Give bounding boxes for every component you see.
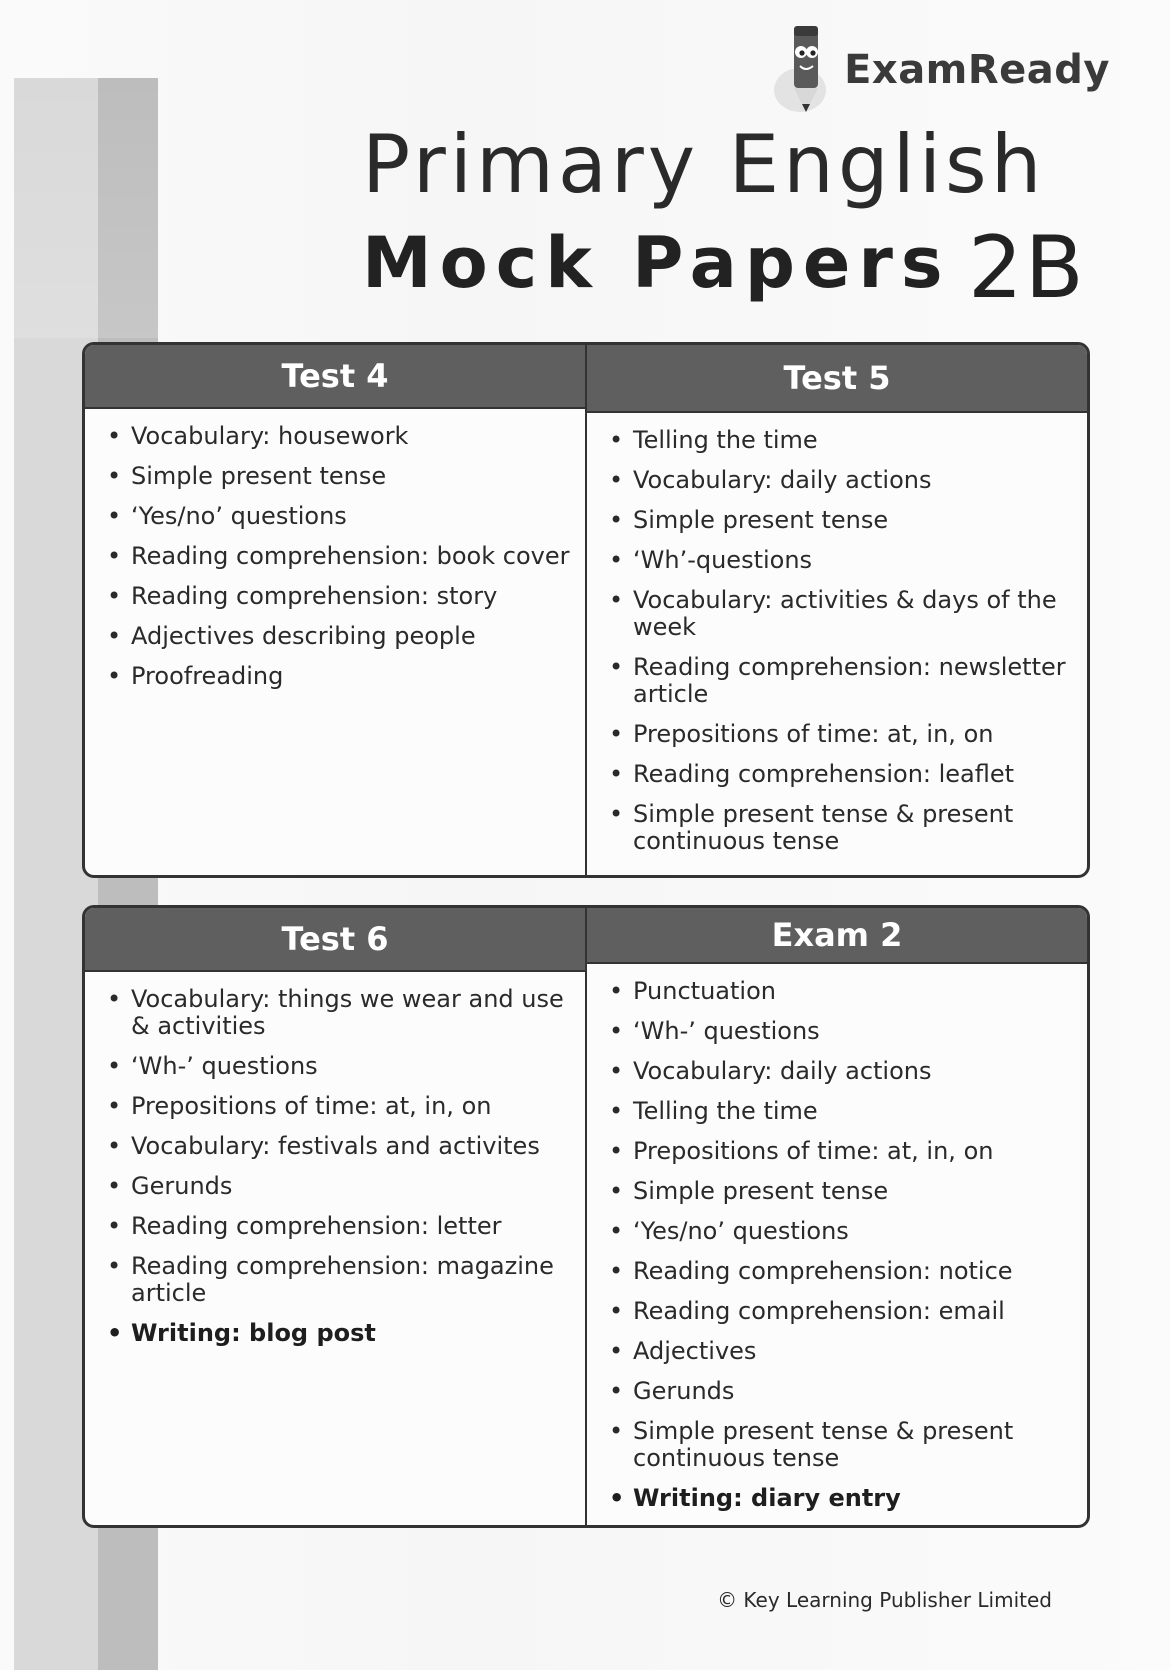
bullet-icon: • — [107, 1092, 122, 1120]
title-line-2: Mock Papers — [362, 222, 951, 304]
topic-item: • Reading comprehension: magazine article — [107, 1252, 554, 1307]
topic-item: • Simple present tense — [609, 1177, 889, 1205]
bullet-icon: • — [609, 977, 624, 1005]
bullet-icon: • — [107, 542, 122, 570]
topic-item: • Proofreading — [107, 662, 284, 690]
bullet-icon: • — [609, 506, 624, 534]
bullet-icon: • — [609, 546, 624, 574]
bullet-icon: • — [107, 1172, 122, 1200]
section-heading: Test 5 — [587, 345, 1087, 413]
title-line-1: Primary English — [362, 118, 1046, 211]
topic-item: • Adjectives describing people — [107, 622, 476, 650]
topic-item: • Prepositions of time: at, in, on — [107, 1092, 492, 1120]
spine-fade — [14, 78, 158, 338]
topic-item: • Prepositions of time: at, in, on — [609, 720, 994, 748]
bullet-icon: • — [609, 1017, 624, 1045]
section-test-5 — [585, 345, 1087, 875]
topic-item: • Reading comprehension: story — [107, 582, 498, 610]
topic-item: • Prepositions of time: at, in, on — [609, 1137, 994, 1165]
topic-item: • Adjectives — [609, 1337, 757, 1365]
topic-list — [85, 409, 585, 703]
bullet-icon: • — [107, 1052, 122, 1080]
bullet-icon: • — [107, 1132, 122, 1160]
topic-item: • Gerunds — [609, 1377, 735, 1405]
bullet-icon: • — [609, 1257, 624, 1285]
bullet-icon: • — [609, 1377, 624, 1405]
bullet-icon: • — [609, 1217, 624, 1245]
pencil-mascot-icon — [772, 22, 838, 118]
topic-item: • Simple present tense & present continuous tense — [609, 1417, 1014, 1472]
topic-item: • Writing: diary entry — [609, 1484, 901, 1512]
bullet-icon: • — [609, 760, 624, 788]
bullet-icon: • — [107, 662, 122, 690]
bullet-icon: • — [107, 985, 122, 1013]
section-heading: Test 4 — [85, 345, 585, 409]
topic-item: • Telling the time — [609, 1097, 818, 1125]
topic-list — [85, 972, 585, 1360]
brand-logo — [772, 22, 1110, 118]
bullet-icon: • — [107, 462, 122, 490]
topic-item: • Vocabulary: activities & days of the week — [609, 586, 1057, 641]
bullet-icon: • — [609, 1097, 624, 1125]
topic-item: • Vocabulary: things we wear and use & activities — [107, 985, 564, 1040]
topic-list — [587, 413, 1087, 868]
bullet-icon: • — [609, 1137, 624, 1165]
bullet-icon: • — [609, 466, 624, 494]
topic-item: • Gerunds — [107, 1172, 233, 1200]
bullet-icon: • — [609, 1057, 624, 1085]
bullet-icon: • — [609, 1417, 624, 1445]
bullet-icon: • — [107, 1252, 122, 1280]
topic-item: • ‘Wh-’ questions — [609, 1017, 820, 1045]
copyright-notice: © Key Learning Publisher Limited — [717, 1588, 1052, 1612]
bullet-icon: • — [609, 1297, 624, 1325]
bullet-icon: • — [609, 800, 624, 828]
topic-list — [587, 964, 1087, 1525]
topic-item: • Simple present tense & present continuous tense — [609, 800, 1014, 855]
topic-item: • Simple present tense — [609, 506, 889, 534]
bullet-icon: • — [107, 622, 122, 650]
topic-item: • Reading comprehension: letter — [107, 1212, 502, 1240]
section-heading: Test 6 — [85, 908, 585, 972]
section-heading: Exam 2 — [587, 908, 1087, 964]
contents-box-top — [82, 342, 1090, 878]
bullet-icon: • — [107, 1319, 123, 1347]
topic-item: • Vocabulary: daily actions — [609, 1057, 932, 1085]
section-test-6 — [85, 908, 585, 1525]
topic-item: • Simple present tense — [107, 462, 387, 490]
bullet-icon: • — [107, 1212, 122, 1240]
topic-item: • ‘Wh-’ questions — [107, 1052, 318, 1080]
bullet-icon: • — [609, 1337, 624, 1365]
title-level: 2B — [968, 218, 1086, 318]
topic-item: • Reading comprehension: leaflet — [609, 760, 1015, 788]
topic-item: • Telling the time — [609, 426, 818, 454]
topic-item: • Vocabulary: daily actions — [609, 466, 932, 494]
topic-item: • ‘Yes/no’ questions — [107, 502, 347, 530]
bullet-icon: • — [107, 502, 122, 530]
topic-item: • ‘Wh’-questions — [609, 546, 813, 574]
topic-item: • Reading comprehension: book cover — [107, 542, 570, 570]
topic-item: • Writing: blog post — [107, 1319, 376, 1347]
topic-item: • Punctuation — [609, 977, 776, 1005]
topic-item: • ‘Yes/no’ questions — [609, 1217, 849, 1245]
bullet-icon: • — [609, 426, 624, 454]
bullet-icon: • — [107, 582, 122, 610]
bullet-icon: • — [609, 1177, 624, 1205]
brand-name: ExamReady — [844, 47, 1110, 93]
bullet-icon: • — [609, 586, 624, 614]
topic-item: • Reading comprehension: email — [609, 1297, 1005, 1325]
section-exam-2 — [585, 908, 1087, 1525]
bullet-icon: • — [107, 422, 122, 450]
topic-item: • Reading comprehension: newsletter article — [609, 653, 1066, 708]
section-test-4 — [85, 345, 585, 875]
contents-box-bottom — [82, 905, 1090, 1528]
topic-item: • Reading comprehension: notice — [609, 1257, 1013, 1285]
bullet-icon: • — [609, 1484, 625, 1512]
bullet-icon: • — [609, 720, 624, 748]
topic-item: • Vocabulary: festivals and activites — [107, 1132, 540, 1160]
bullet-icon: • — [609, 653, 624, 681]
topic-item: • Vocabulary: housework — [107, 422, 409, 450]
